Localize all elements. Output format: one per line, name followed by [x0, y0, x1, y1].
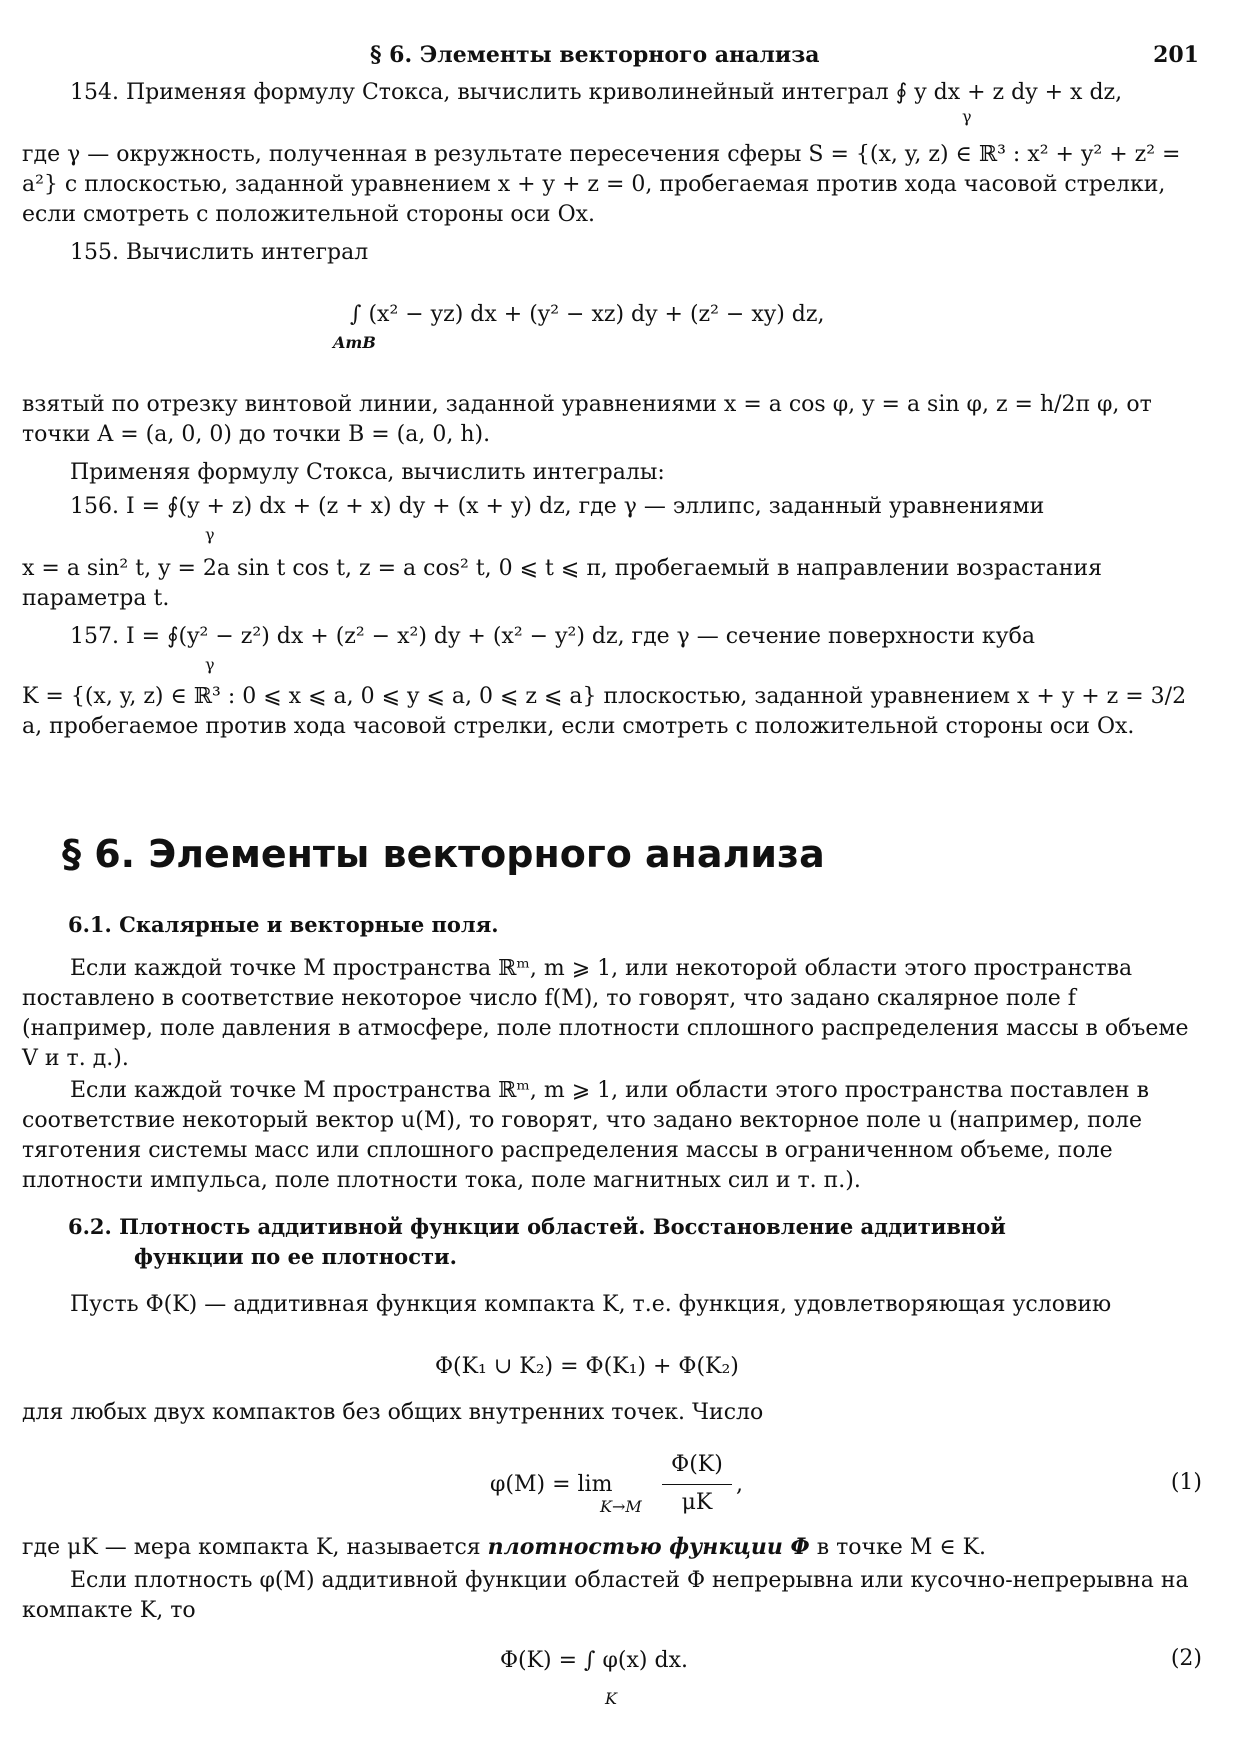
section-title: § 6. Элементы векторного анализа [62, 832, 825, 876]
equation-number-1: (1) [1170, 1470, 1202, 1495]
problem-155-line2: взятый по отрезку винтовой линии, заданной уравнениями x = a cos φ, y = a sin φ, z = h/2π φ, от точки A = (a, 0, 0) до точки B = (a, 0, h). [22, 392, 1152, 447]
subsection-6-2-para2: для любых двух компактов без общих внутренних точек. Число [22, 1400, 764, 1425]
running-title: § 6. Элементы векторного анализа [370, 42, 820, 68]
subsection-6-1-para1: Если каждой точке M пространства ℝᵐ, m ⩾ 1, или некоторой области этого пространства поставлено в соответствие некоторое число f(M), то говорят, что задано скалярное поле f (например, поле давления в атмосфере, поле плотности сплошного распределения массы в объеме V и т. д.). [22, 956, 1189, 1071]
restoration-formula-sub: K [605, 1689, 617, 1708]
additivity-formula: Φ(K₁ ∪ K₂) = Φ(K₁) + Φ(K₂) [435, 1354, 739, 1379]
equation-number-2: (2) [1170, 1646, 1202, 1671]
problem-157-line2: K = {(x, y, z) ∈ ℝ³ : 0 ⩽ x ⩽ a, 0 ⩽ y ⩽ a, 0 ⩽ z ⩽ a} плоскостью, заданной уравнением x + y + z = 3/2 a, пробегаемое против хода часовой стрелки, если смотреть с положительной стороны оси Ox. [22, 684, 1187, 739]
problem-157-contour-sub: γ [205, 655, 215, 674]
problem-154-contour-sub: γ [962, 107, 972, 126]
para3-text-a: где μK — мера компакта K, называется [22, 1535, 488, 1560]
subsection-6-2-para4: Если плотность φ(M) аддитивной функции областей Φ непрерывна или кусочно-непрерывна на компакте K, то [22, 1568, 1189, 1623]
density-formula-numerator: Φ(K) [671, 1452, 723, 1477]
subsection-6-2-para3 [22, 1532, 1202, 1563]
density-formula-left: φ(M) = lim [490, 1472, 613, 1497]
subsection-6-2-para1: Пусть Φ(K) — аддитивная функция компакта K, т.е. функция, удовлетворяющая условию [70, 1292, 1112, 1317]
restoration-formula: Φ(K) = ∫ φ(x) dx. [500, 1648, 688, 1673]
problem-156-contour-sub: γ [205, 525, 215, 544]
density-formula-comma: , [736, 1472, 743, 1497]
problem-157-line1: 157. I = ∮(y² − z²) dx + (z² − x²) dy + (x² − y²) dz, где γ — сечение поверхности куба [70, 624, 1035, 649]
subsection-6-1-heading: 6.1. Скалярные и векторные поля. [68, 912, 499, 937]
density-formula-fraction-bar [662, 1484, 732, 1485]
problem-155-formula: ∫ (x² − yz) dx + (y² − xz) dy + (z² − xy) dz, [350, 302, 825, 327]
problem-156-line1: 156. I = ∮(y + z) dx + (z + x) dy + (x + y) dz, где γ — эллипс, заданный уравнениями [70, 494, 1045, 519]
problem-156-line2: x = a sin² t, y = 2a sin t cos t, z = a cos² t, 0 ⩽ t ⩽ π, пробегаемый в направлении возрастания параметра t. [22, 556, 1102, 611]
intro-line: Применяя формулу Стокса, вычислить интегралы: [70, 460, 665, 485]
problem-155-formula-sub: AmB [333, 333, 376, 352]
density-formula-denominator: μK [681, 1490, 713, 1515]
subsection-6-2-heading-line2: функции по ее плотности. [134, 1244, 457, 1269]
density-formula-limit-sub: K→M [600, 1497, 642, 1516]
problem-155-line1: 155. Вычислить интеграл [70, 240, 369, 265]
page-number: 201 [1153, 42, 1199, 68]
para3-emphasis: плотностью функции Φ [487, 1534, 810, 1560]
para3-text-b: в точке M ∈ K. [809, 1535, 987, 1560]
problem-154-line2: где γ — окружность, полученная в результате пересечения сферы S = {(x, y, z) ∈ ℝ³ : x² + y² + z² = a²} с плоскостью, заданной уравнением x + y + z = 0, пробегаемая против хода часовой стрелки, если смотреть с положительной стороны оси Ox. [22, 142, 1181, 227]
problem-154-line1: 154. Применяя формулу Стокса, вычислить криволинейный интеграл ∮ y dx + z dy + x dz, [70, 80, 1123, 105]
subsection-6-2-heading-line1: 6.2. Плотность аддитивной функции областей. Восстановление аддитивной [68, 1214, 1006, 1239]
subsection-6-1-para2: Если каждой точке M пространства ℝᵐ, m ⩾ 1, или области этого пространства поставлен в соответствие некоторый вектор u(M), то говорят, что задано векторное поле u (например, поле тяготения системы масс или сплошного распределения массы в ограниченном объеме, поле плотности импульса, поле плотности тока, поле магнитных сил и т. п.). [22, 1078, 1149, 1193]
